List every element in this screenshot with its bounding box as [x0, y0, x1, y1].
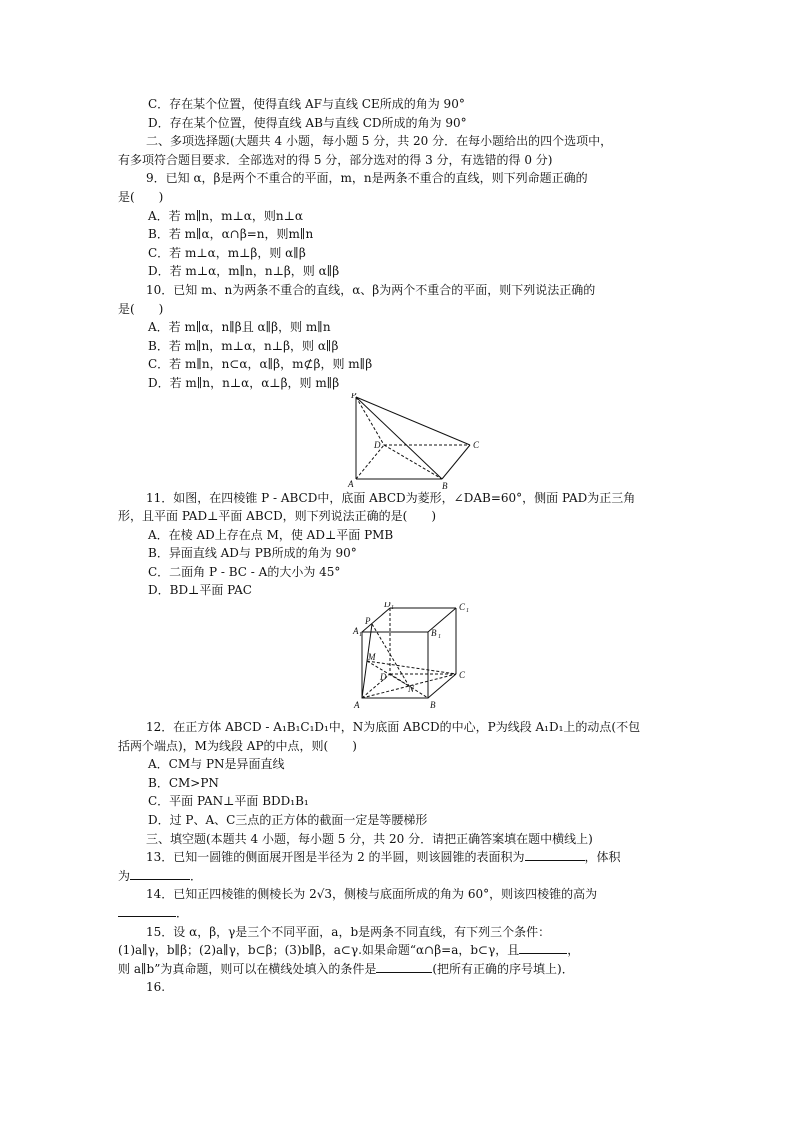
q9-option-b: B．若 m∥α，α∩β=n，则m∥n: [148, 227, 314, 242]
q10-option-b: B．若 m∥n，m⊥α，n⊥β，则 α∥β: [148, 338, 339, 353]
q15-blank-1[interactable]: [519, 941, 567, 954]
option-c-prev: C．存在某个位置，使得直线 AF与直线 CE所成的角为 90°: [148, 97, 465, 111]
q10-stem: 10．已知 m、n为两条不重合的直线，α、β为两个不重合的平面，则下列说法正确的: [146, 282, 596, 297]
q15-blank-2[interactable]: [376, 960, 432, 973]
q13-text-a: 13．已知一圆锥的侧面展开图是半径为 2 的半圆，则该圆锥的表面积为: [146, 850, 525, 865]
q12-stem: 12．在正方体 ABCD - A₁B₁C₁D₁中，N为底面 ABCD的中心，P为线段 A₁D₁上的动点(不包: [146, 720, 641, 735]
q13-line1: [118, 848, 678, 867]
label-c: C: [473, 439, 480, 450]
q14-line2: [118, 904, 678, 923]
figure-cube: [352, 602, 492, 720]
label-b: B: [442, 480, 448, 489]
q10-option-c: C．若 m∥n，n⊂α，α∥β，m⊄β，则 m∥β: [148, 357, 373, 372]
q11-option-b: B．异面直线 AD与 PB所成的角为 90°: [148, 546, 357, 561]
label-p: P: [351, 392, 357, 400]
label-c: C: [459, 670, 466, 681]
figure-cube-container: [118, 600, 678, 718]
q11-option-d: D．BD⊥平面 PAC: [148, 583, 252, 598]
q11-option-a: A．在棱 AD上存在点 M，使 AD⊥平面 PMB: [148, 527, 394, 542]
q13-blank-1[interactable]: [525, 848, 585, 861]
label-d: D: [374, 439, 381, 450]
q13-text-c: 为: [118, 868, 131, 883]
q14-line1: 14．已知正四棱锥的侧棱长为 2√3，侧棱与底面所成的角为 60°，则该四棱锥的高为: [146, 887, 598, 902]
q10-option-a: A．若 m∥α，n∥β且 α∥β，则 m∥n: [148, 320, 331, 335]
label-c1: C: [459, 602, 466, 613]
label-d: D: [380, 672, 387, 683]
label-a1-sub: 1: [359, 632, 362, 639]
exam-page: [118, 95, 678, 997]
q12-option-b: B．CM>PN: [148, 775, 219, 790]
label-m: M: [368, 652, 376, 663]
q14-text-d: ．: [176, 906, 189, 920]
q15-text-b: (1)a∥γ，b∥β；(2)a∥γ，b⊂β；(3)b∥β，a⊂γ.如果命题“α∩β=a，b⊂γ，且: [118, 943, 520, 958]
q12-option-c: C．平面 PAN⊥平面 BDD₁B₁: [148, 794, 309, 809]
q9-stem-cont: 是( ): [118, 189, 164, 204]
q15-line2: [118, 941, 678, 960]
label-p: P: [365, 616, 371, 627]
q13-text-b: ，体积: [584, 850, 621, 865]
label-c1-sub: 1: [466, 608, 469, 615]
q11-option-c: C．二面角 P - BC - A的大小为 45°: [148, 564, 341, 579]
section-3-heading: 三、填空题(本题共 4 小题，每小题 5 分，共 20 分．请把正确答案填在题中横线上): [146, 831, 593, 846]
q16-number: 16.: [146, 980, 166, 995]
label-d1-sub: 1: [391, 605, 394, 612]
q13-blank-2[interactable]: [130, 867, 190, 880]
label-d1: D: [384, 602, 391, 610]
q13-line2: [118, 867, 678, 886]
q9-stem: 9．已知 α，β是两个不重合的平面，m，n是两条不重合的直线，则下列命题正确的: [146, 171, 588, 186]
section-2-heading-cont: 有多项符合题目要求．全部选对的得 5 分，部分选对的得 3 分，有选错的得 0 分): [118, 152, 553, 167]
q10-option-d: D．若 m∥n，n⊥α，α⊥β，则 m∥β: [148, 375, 340, 390]
section-2-heading: 二、多项选择题(大题共 4 小题，每小题 5 分，共 20 分．在每小题给出的四个选项中，: [146, 134, 613, 149]
q9-option-d: D．若 m⊥α，m∥n，n⊥β，则 α∥β: [148, 264, 340, 279]
figure-pyramid-container: [118, 393, 678, 489]
q15-text-c: 则 a∥b”为真命题，则可以在横线处填入的条件是: [118, 961, 377, 976]
label-b1-sub: 1: [438, 634, 441, 641]
option-d-prev: D．存在某个位置，使得直线 AB与直线 CD所成的角为 90°: [148, 115, 467, 130]
q11-stem-cont: 形，且平面 PAD⊥平面 ABCD，则下列说法正确的是( ): [118, 509, 437, 524]
q15-line3: [118, 960, 678, 979]
label-b: B: [430, 700, 436, 711]
label-a1: A: [353, 626, 359, 637]
q12-stem-cont: 括两个端点)，M为线段 AP的中点，则( ): [118, 738, 357, 753]
label-a: A: [348, 478, 354, 489]
q15-text-b2: ，: [567, 943, 580, 958]
q10-stem-cont: 是( ): [118, 301, 164, 316]
q11-stem: 11．如图，在四棱锥 P - ABCD中，底面 ABCD为菱形，∠DAB=60°，侧面 PAD为正三角: [146, 490, 636, 505]
label-a: A: [354, 700, 360, 711]
figure-pyramid: [346, 393, 486, 489]
q14-blank[interactable]: [118, 904, 176, 917]
q12-option-a: A．CM与 PN是异面直线: [148, 757, 285, 772]
q15-text-d: (把所有正确的序号填上)．: [432, 961, 574, 976]
q9-option-a: A．若 m∥n，m⊥α，则n⊥α: [148, 208, 304, 223]
q15-line1: 15．设 α，β，γ是三个不同平面，a，b是两条不同直线，有下列三个条件：: [146, 924, 551, 939]
q13-text-d: ．: [190, 868, 203, 883]
label-n: N: [408, 684, 415, 695]
q12-option-d: D．过 P、A、C三点的正方体的截面一定是等腰梯形: [148, 813, 428, 828]
label-b1: B: [431, 628, 437, 639]
q9-option-c: C．若 m⊥α，m⊥β，则 α∥β: [148, 245, 306, 260]
